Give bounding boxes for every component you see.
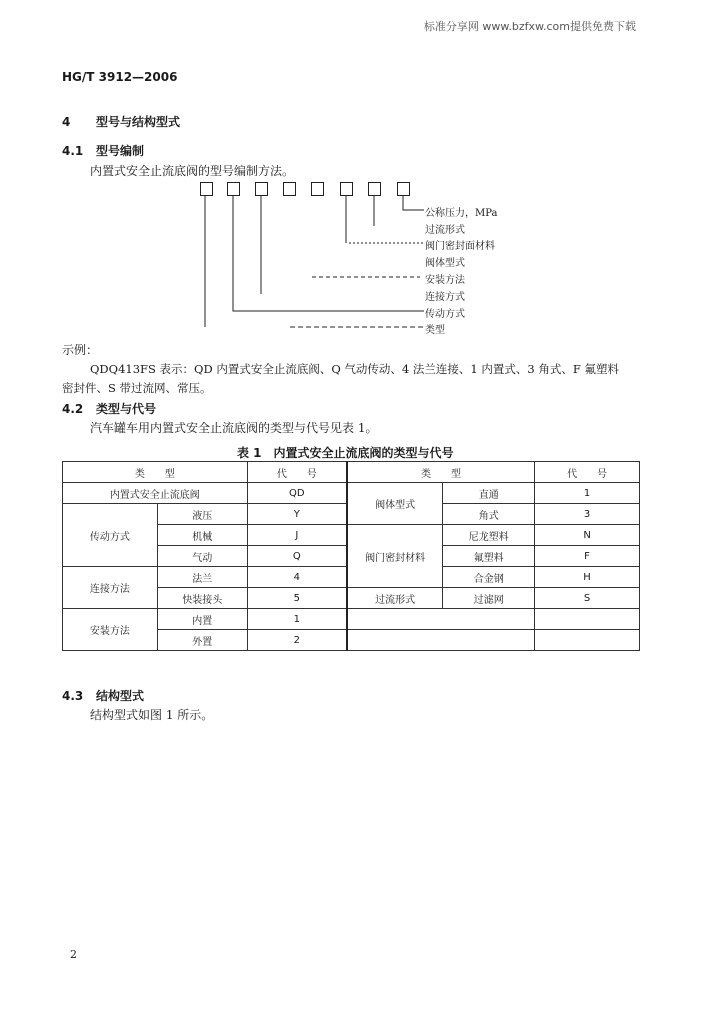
table-cell: 气动 xyxy=(157,546,247,567)
diagram-label: 类型 xyxy=(425,325,445,336)
table-cell: 直通 xyxy=(443,483,535,504)
diagram-label: 阀体型式 xyxy=(425,258,465,269)
table-cell: 液压 xyxy=(157,504,247,525)
table-cell: 过滤网 xyxy=(443,588,535,609)
standard-code: HG/T 3912—2006 xyxy=(62,70,178,84)
diagram-label: 阀门密封面材料 xyxy=(425,241,495,252)
table-row xyxy=(63,483,640,504)
watermark-text: 标准分享网 www.bzfxw.com提供免费下载 xyxy=(423,20,636,33)
section-number: 4.3 xyxy=(62,689,84,703)
table-cell: 合金钢 xyxy=(443,567,535,588)
table-cell: 1 xyxy=(247,609,347,630)
table-cell: F xyxy=(535,546,640,567)
table-caption: 表 1 内置式安全止流底阀的类型与代号 xyxy=(237,446,454,460)
header-cell: 类 型 xyxy=(347,462,535,483)
table-cell: J xyxy=(247,525,347,546)
header-cell: 类 型 xyxy=(63,462,248,483)
table-cell xyxy=(347,609,535,630)
section-title: 结构型式 xyxy=(96,689,145,703)
table-cell xyxy=(347,630,535,651)
section-4-2-heading xyxy=(62,400,156,417)
section-title: 型号与结构型式 xyxy=(96,115,181,129)
section-number: 4 xyxy=(62,115,71,129)
table-cell: 尼龙塑料 xyxy=(443,525,535,546)
table-cell: Y xyxy=(247,504,347,525)
table-cell: 传动方式 xyxy=(63,504,158,567)
table-cell xyxy=(535,609,640,630)
table-cell: 2 xyxy=(247,630,347,651)
diagram-label: 连接方式 xyxy=(425,292,465,303)
table-cell: 3 xyxy=(535,504,640,525)
table-cell: QD xyxy=(247,483,347,504)
table-cell xyxy=(535,630,640,651)
example-line-1: QDQ413FS 表示：QD 内置式安全止流底阀、Q 气动传动、4 法兰连接、1 内置式、3 角式、F 氟塑料 xyxy=(90,362,619,376)
section-number: 4.2 xyxy=(62,402,84,416)
table-cell: 连接方法 xyxy=(63,567,158,609)
section-4-3-text: 结构型式如图 1 所示。 xyxy=(90,708,214,722)
type-code-table xyxy=(62,461,640,651)
page-number: 2 xyxy=(70,948,77,961)
section-title: 类型与代号 xyxy=(96,402,157,416)
table-row xyxy=(63,609,640,630)
table-cell: 快装接头 xyxy=(157,588,247,609)
table-cell: 安装方法 xyxy=(63,609,158,651)
table-cell: 氟塑料 xyxy=(443,546,535,567)
diagram-label: 过流形式 xyxy=(425,225,465,236)
example-line-2: 密封件、S 带过流网、常压。 xyxy=(62,381,212,395)
table-cell: N xyxy=(535,525,640,546)
section-4-3-heading xyxy=(62,687,144,704)
table-cell: 5 xyxy=(247,588,347,609)
table-header-row xyxy=(63,462,640,483)
table-cell: 角式 xyxy=(443,504,535,525)
section-number: 4.1 xyxy=(62,144,84,158)
table-cell: 法兰 xyxy=(157,567,247,588)
diagram-label: 安装方法 xyxy=(425,275,465,286)
table-cell: 外置 xyxy=(157,630,247,651)
table-cell: 内置式安全止流底阀 xyxy=(63,483,248,504)
header-cell: 代 号 xyxy=(247,462,347,483)
table-cell: H xyxy=(535,567,640,588)
section-title: 型号编制 xyxy=(96,144,145,158)
table-cell: 内置 xyxy=(157,609,247,630)
table-cell: 过流形式 xyxy=(347,588,443,609)
table-cell: 阀体型式 xyxy=(347,483,443,525)
model-intro-text: 内置式安全止流底阀的型号编制方法。 xyxy=(90,164,295,178)
table-cell: Q xyxy=(247,546,347,567)
diagram-leader-lines xyxy=(0,0,708,340)
table-cell: S xyxy=(535,588,640,609)
example-label: 示例： xyxy=(62,343,99,357)
table-cell: 1 xyxy=(535,483,640,504)
table-cell: 机械 xyxy=(157,525,247,546)
diagram-label: 公称压力，MPa xyxy=(425,208,498,219)
header-cell: 代 号 xyxy=(535,462,640,483)
table-cell: 阀门密封材料 xyxy=(347,525,443,588)
section-4-2-text: 汽车罐车用内置式安全止流底阀的类型与代号见表 1。 xyxy=(90,421,378,435)
table-cell: 4 xyxy=(247,567,347,588)
diagram-label: 传动方式 xyxy=(425,309,465,320)
